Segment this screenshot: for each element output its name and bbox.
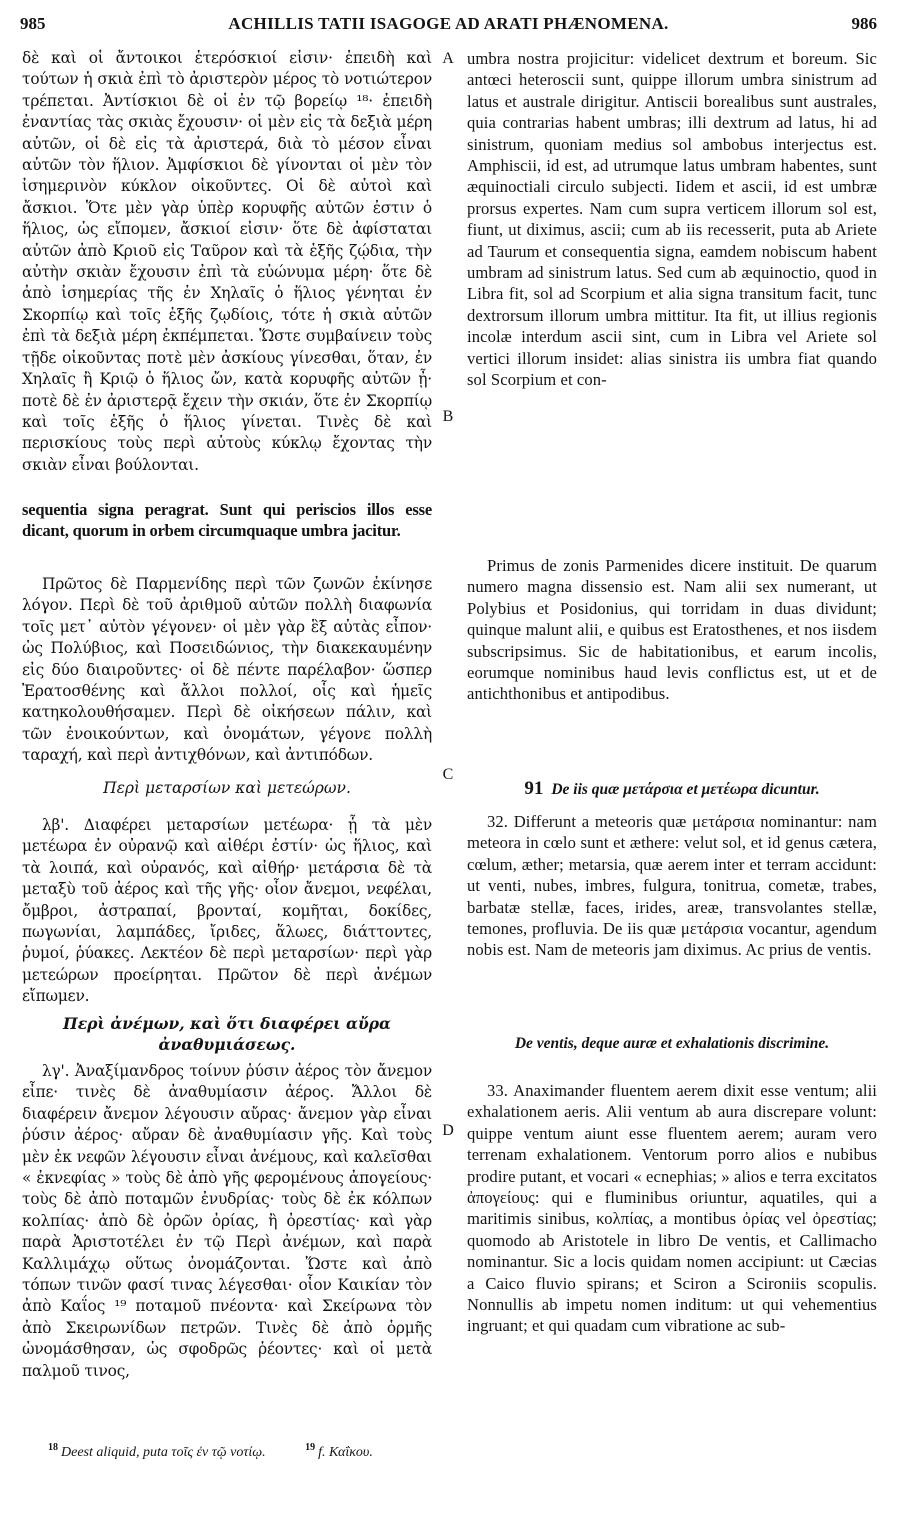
latin-heading-winds: De ventis, deque auræ et exhalationis discrimine. [514,1035,830,1052]
greek-latin-carryover [22,499,432,542]
greek-heading-meteors: Περὶ μεταρσίων καὶ μετεώρων. [103,779,351,797]
footnote-19-text: f. Καΐκου. [318,1444,373,1460]
greek-section-3 [22,815,432,1008]
page-number-right: 986 [851,14,877,33]
footnotes [48,1442,848,1461]
chapter-number: 91 [524,778,544,799]
page-header [20,14,877,40]
latin-heading-1 [467,778,877,800]
footnote-18-number: 18 [48,1442,58,1453]
greek-paragraph-3: λβ'. Διαφέρει μεταρσίων μετέωρα· ᾗ τὰ μὲν μετέωρα ἐν οὐρανῷ καὶ αἰθέρι ἐστίν· ὡς ἥλιος, καὶ τὰ λοιπά, καὶ οὐρανός, καὶ αἰθήρ· μετάρσια δὲ τὰ μεταξὺ τοῦ ἀέρος καὶ τῆς γῆς· οἷον ἄνεμοι, νεφέλαι, ὄμβροι, ἀστραπαί, βρονταί, κομῆται, δοκίδες, πωγωνίαι, λαμπάδες, ἴριδες, ἅλωες, διάττοντες, ῥυμοί, ῥύακες. Λεκτέον δὲ περὶ μεταρσίων· περὶ γὰρ μετεώρων προείρηται. Πρῶτον δὲ περὶ ἀνέμων εἴπωμεν. [22,816,432,1006]
greek-paragraph-1: δὲ καὶ οἱ ἄντοικοι ἑτερόσκιοί εἰσιν· ἐπειδὴ καὶ τούτων ἡ σκιὰ ἐπὶ τὸ ἀριστερὸν μέρος τὸ νοτιώτερον τρέπεται. Ἀντίσκιοι δὲ οἱ ἐν τῷ βορείῳ ¹⁸· ἐπειδὴ ἐναντίας τὰς σκιὰς ἔχουσιν· οἱ μὲν εἰς τὰ δεξιὰ μέρη αὐτῶν, οἱ δὲ εἰς τὰ ἀριστερά, διὰ τὸ μέσον εἶναι αὐτῶν τὸν ἥλιον. Ἀμφίσκιοι δὲ γίνονται οἱ μὲν τὸν ἰσημερινὸν κύκλον οἰκοῦντες. Οἱ δὲ αὐτοὶ καὶ ἄσκιοι. Ὅτε μὲν γὰρ ὑπὲρ κορυφῆς αὐτῶν ἐστιν ὁ ἥλιος, ὡς εἴπομεν, ἄσκιοί εἰσιν· ὅτε δὲ ἀφίσταται αὐτῶν ἀπὸ Κριοῦ εἰς Ταῦρον καὶ τὰ ἑξῆς ζῴδια, τὴν αὐτὴν σκιὰν ἔχουσιν ἐπὶ τὰ εὐώνυμα μέρη· ὅτε δὲ ἀπὸ ἰσημερίας τῆς ἐν Χηλαῖς ὁ ἥλιος γένηται ἐν Σκορπίῳ καὶ τοῖς ἑξῆς ζῳδίοις, τότε ἡ σκιὰ αὐτῶν ἐπὶ τὰ δεξιὰ μέρη ἐκπέμπεται. Ὥστε συμβαίνειν τοὺς τῇδε οἰκοῦντας ποτὲ μὲν ἀσκίους γίνεσθαι, ὅταν, ἐν Χηλαῖς ἢ Κριῷ ὁ ἥλιος ὤν, κατὰ κορυφῆς αὐτῶν ᾖ· ποτὲ δὲ ἐν ἀριστερᾷ ἔχειν τὴν σκιάν, ὅτε ἐν Σκορπίῳ καὶ τοῖς ἑξῆς ὁ ἥλιος γίνεται. Τινὲς δὲ καὶ περισκίους τοὺς περὶ αὐτοὺς κύκλῳ ἔχοντας τὴν σκιὰν εἶναι βούλονται. [22,49,432,474]
latin-heading-2 [467,1033,877,1054]
latin-section-1 [467,48,877,391]
latin-section-3 [467,811,877,961]
latin-section-4 [467,1080,877,1337]
latin-paragraph-2: Primus de zonis Parmenides dicere instituit. De quarum numero magna dissensio est. Nam alii sex numerant, ut Polybius et Posidonius, qui torridam in duas dividunt; quinque malunt alii, e quibus est Eratosthenes, et nos iisdem subscripsimus. Sic de habitationibus, et earum incolis, eorumque nominibus haud levis conflictus est, ut et de antichthonibus et antipodibus. [467,556,877,704]
greek-paragraph-4: λγ'. Ἀναξίμανδρος τοίνυν ῥύσιν ἀέρος τὸν ἄνεμον εἶπε· τινὲς δὲ ἀναθυμίασιν ἀέρος. Ἄλλοι δὲ διαφέρειν ἄνεμον λέγουσιν αὔρας· ἄνεμον γὰρ εἶναι ῥύσιν ἀέρος· αὔραν δὲ ἀναθυμίασιν γῆς. Καὶ τοὺς μὲν ἐκ νεφῶν λέγουσιν εἶναι ἀνέμους, καὶ καλεῖσθαι « ἐκνεφίας » τοὺς δὲ ἀπὸ γῆς φερομένους ἀπογείους· τοὺς δὲ ἀπὸ ποταμῶν ἐνυδρίας· τοὺς δὲ ἐκ κόλπων κολπίας· ἀπὸ δὲ ὀρῶν ὀρίας, ἢ ὀρεστίας· καὶ γὰρ παρὰ Ἀριστοτέλει ἐν τῷ Περὶ ἀνέμων, καὶ παρὰ Καλλιμάχῳ οὕτως ὀνομάζονται. Ὥστε καὶ ἀπὸ τόπων τινῶν φασί τινας λέγεσθαι· οἷον Καικίαν τὸν ἀπὸ Καΐος ¹⁹ ποταμοῦ πνέοντα· καὶ Σκείρωνα τὸν ἀπὸ Σκειρωνίδων πετρῶν. Τινὲς δὲ ἀπὸ ὁρμῆς ὠνομάσθησαν, ὡς σφοδρῶς ῥέοντες· καὶ οἱ μετὰ παλμοῦ τινος, [22,1062,432,1380]
greek-heading-winds: Περὶ ἀνέμων, καὶ ὅτι διαφέρει αὔρα ἀναθυμιάσεως. [63,1014,391,1054]
footnote-19-number: 19 [305,1442,316,1453]
latin-heading-meteors [467,778,877,800]
margin-letter-a: A [442,50,454,67]
greek-heading-2 [22,1013,432,1055]
latin-paragraph-4: 33. Anaximander fluentem aerem dixit esse ventum; alii exhalationem aeris. Alii ventum ab aura discrepare volunt: quippe ventum aiunt esse fluentem aerem; auram vero terrenam exhalationem. Ventorum porro alios e nubibus prodire putant, et vocari « ecnephias; » alios e terra excitatos ἀπογείους: qui e fluminibus oriuntur, aquatiles, qui a maritimis sinibus, κολπίας, a montibus ὀρίας vel ὀρεστίας; quomodo ab Aristotele in libro De ventis, et Callimacho nominantur. Sic a locis quidam nomen accipiunt: ut Cæcias a Caico fluvio spirans; et Sciron a Scironiis scopulis. Nonnullis ab impetu nomen inditum: ut qui vehementius ingruant; et qui quadam cum vibratione ac sub- [467,1081,877,1336]
greek-section-1 [22,48,432,476]
footnote-18 [48,1442,266,1460]
footnote-18-text: Deest aliquid, puta τοῖς ἐν τῷ νοτίῳ. [61,1444,266,1460]
greek-heading-1 [22,778,432,799]
page-number-left: 985 [20,14,46,33]
latin-paragraph-1: umbra nostra projicitur: videlicet dextrum et boreum. Sic antœci heteroscii sunt, quippe illorum umbra sinistrum ad latus et australe dirigitur. Antiscii borealibus sunt australes, quia contrarias habent umbras; illi dextrum ad latus, hi ad sinistrum, quoniam medius sol ambobus interjectus est. Amphiscii, id est, ad utrumque latus umbram habentes, sunt æquinoctiali circulo subjecti. Iidem et ascii, id est umbræ prorsus expertes. Nam cum supra verticem illorum sol est, fiunt, ut diximus, ascii; cum ab iis recesserit, puta ab Ariete ad Taurum et consequentia signa, eamdem nobiscum habent umbram ad sinistrum latus. Sed cum ab æquinoctio, quod in Libra fit, sol ad Scorpium et alia signa transitum facit, tunc dextrorsum illorum umbra mittitur. Ita fit, ut illius regionis incolæ interdum ascii sint, cum in Libra vel Ariete sol vertici illorum insidet: alias sinistra iis umbra fiat quando sol Scorpium et con- [467,49,877,390]
greek-paragraph-2: Πρῶτος δὲ Παρμενίδης περὶ τῶν ζωνῶν ἐκίνησε λόγον. Περὶ δὲ τοῦ ἀριθμοῦ αὐτῶν πολλὴ διαφωνία τοῖς μετ᾽ αὐτὸν γέγονεν· οἱ μὲν γὰρ ἓξ αὐτὰς εἶπον· ὡς Πολύβιος, καὶ Ποσειδώνιος, τὴν διακεκαυμένην εἰς δύο διαιροῦντες· οἱ δὲ πέντε παρέλαβον· ὥσπερ Ἐρατοσθένης καὶ ἄλλοι πολλοί, οἷς καὶ ἡμεῖς κατηκολουθήσαμεν. Περὶ δὲ οἰκήσεων πάλιν, καὶ τῶν ἐνοικούντων, καὶ ὀνομάτων, γέγονε πολλὴ ταραχή, καὶ περὶ ἀντιχθόνων, καὶ ἀντιπόδων. [22,575,432,765]
latin-heading-meteors-text: De iis quæ μετάρσια et μετέωρα dicuntur. [551,781,820,798]
greek-section-2 [22,574,432,767]
margin-letter-d: D [442,1122,454,1139]
latin-section-2 [467,555,877,705]
greek-section-4 [22,1061,432,1382]
footnote-19 [305,1442,373,1460]
running-title: ACHILLIS TATII ISAGOGE AD ARATI PHÆNOMENA. [228,14,669,33]
latin-paragraph-3: 32. Differunt a meteoris quæ μετάρσια nominantur: nam meteora in cœlo sunt et æthere: velut sol, et id genus cætera, cœlum, æther; metarsia, quæ aerem inter et terram accidunt: ut venti, nubes, imbres, fulgura, tonitrua, cometæ, trabes, barbatæ stellæ, faces, irides, areæ, transvolantes stellæ, temones, profluvia. De iis quæ μετάρσια vocantur, agendum nobis est. Nam de meteoris jam diximus. Ac prius de ventis. [467,812,877,960]
latin-carryover-text: sequentia signa peragrat. Sunt qui periscios illos esse dicant, quorum in orbem circumquaque umbra jacitur. [22,500,432,541]
margin-letter-c: C [442,766,454,783]
margin-letter-b: B [442,408,454,425]
